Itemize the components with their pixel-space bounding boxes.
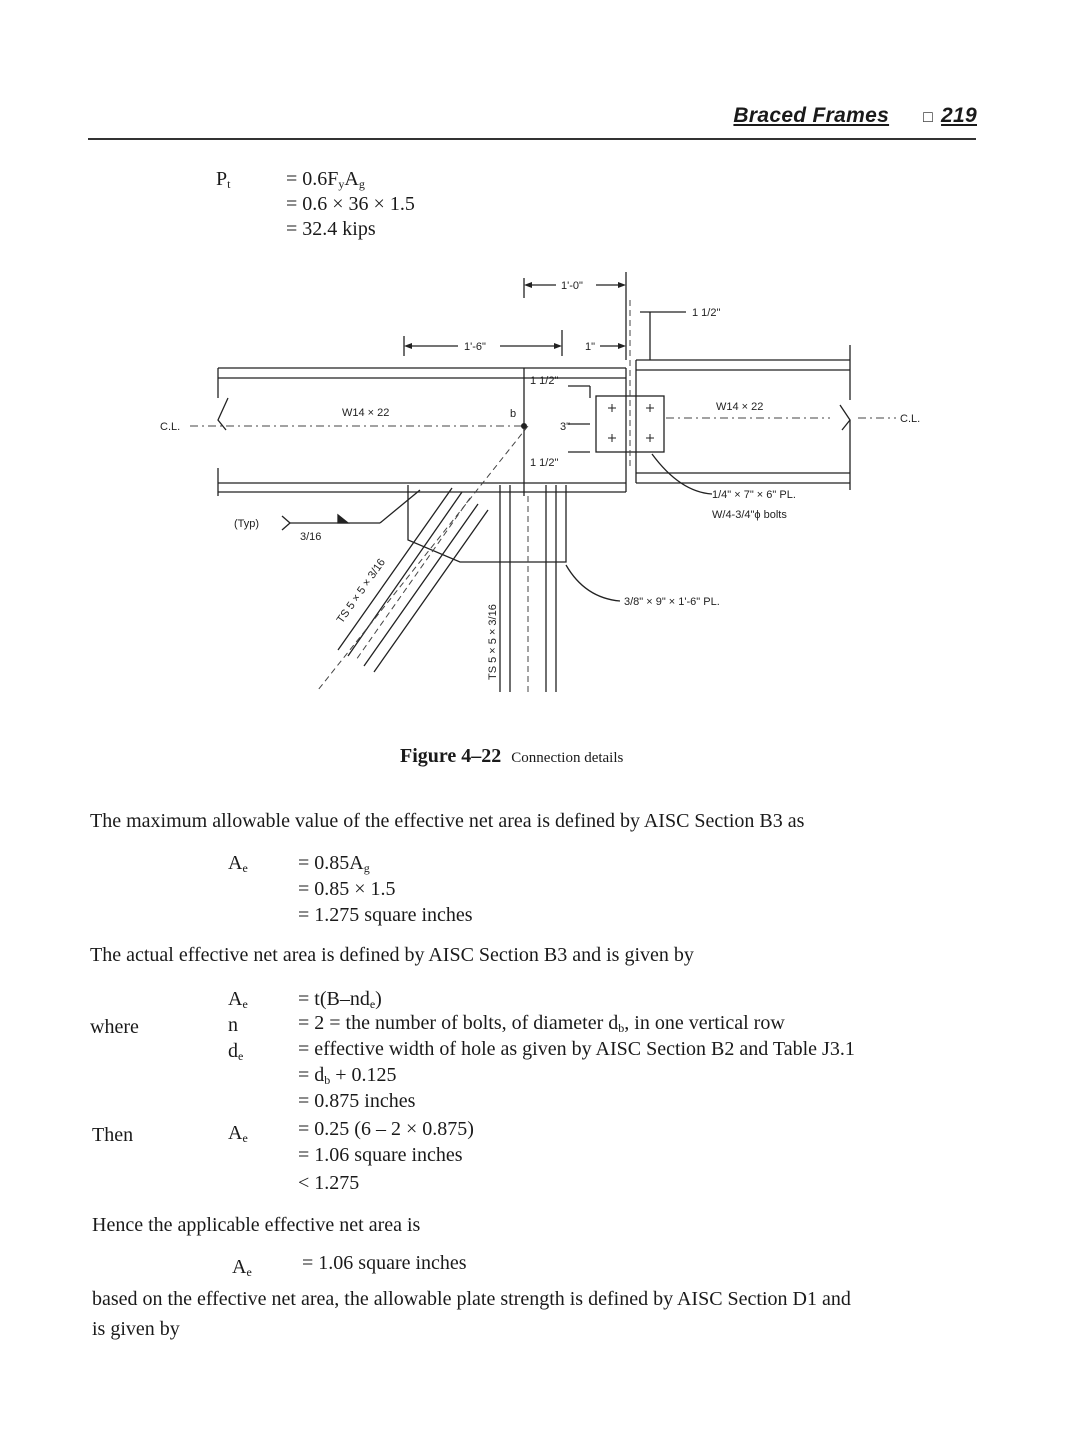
eq2-row-2-symbol: n — [228, 1014, 238, 1036]
label-bolts: W/4-3/4"ϕ bolts — [712, 509, 787, 521]
eq-pt-line-2: = 0.6 × 36 × 1.5 — [286, 193, 415, 215]
bolt-pattern — [608, 404, 654, 442]
dim-1ft-6in: 1'-6" — [464, 341, 486, 353]
header-title: Braced Frames — [733, 104, 890, 127]
label-weld-size: 3/16 — [300, 531, 322, 543]
eq-pt-symbol: $P_t$ — [216, 168, 231, 191]
label-point-b: b — [510, 408, 517, 420]
eq2-row-1-symbol: $A_e$ — [228, 988, 248, 1011]
label-splice-plate: 1/4" × 7" × 6" PL. — [712, 489, 796, 501]
eq2-row-2: = 2 = the number of bolts, of diameter $d_b$, in one vertical row — [298, 1012, 785, 1035]
dimension-arrows — [404, 282, 626, 349]
label-gusset-plate: 3/8" × 9" × 1'-6" PL. — [624, 596, 720, 608]
label-diagonal-brace: TS 5 × 5 × 3/16 — [334, 556, 388, 626]
eq2-row-6: = 0.25 (6 – 2 × 0.875) — [298, 1118, 474, 1140]
eq2-row-7: = 1.06 square inches — [298, 1144, 463, 1166]
eq2-row-1: = $t(B-nd_e)$ — [298, 988, 382, 1011]
label-vertical-brace: TS 5 × 5 × 3/16 — [487, 604, 499, 680]
dim-edge-1-half-a: 1 1/2" — [530, 375, 559, 387]
eq2-row-3: = effective width of hole as given by AISC Section B2 and Table J3.1 — [298, 1038, 855, 1060]
dim-edge-1-half-top: 1 1/2" — [692, 307, 721, 319]
label-beam-left: W14 × 22 — [342, 407, 390, 419]
dim-edge-1-half-b: 1 1/2" — [530, 457, 559, 469]
header-box-glyph: □ — [923, 109, 934, 126]
eq2-row-4: = $d_b + 0.125$ — [298, 1064, 397, 1087]
label-cl-left: C.L. — [160, 421, 181, 433]
figure-caption-label: Figure 4–22 — [400, 745, 502, 767]
dim-1ft-0in: 1'-0" — [561, 280, 583, 292]
eq2-row-6-symbol: $A_e$ — [228, 1122, 248, 1145]
paragraph-2: The actual effective net area is defined by AISC Section B3 and is given by — [90, 944, 694, 966]
label-cl-right: C.L. — [900, 413, 921, 425]
eq2-row-8: < 1.275 — [298, 1172, 360, 1194]
eq-pt-line-1: = $0.6F_yA_g$ — [286, 168, 365, 191]
label-beam-right: W14 × 22 — [716, 401, 764, 413]
paragraph-3: Hence the applicable effective net area is — [92, 1214, 421, 1236]
label-typ: (Typ) — [234, 518, 260, 530]
eq2-row-5: = 0.875 inches — [298, 1090, 416, 1112]
dim-1in: 1" — [585, 341, 596, 353]
eq-ae1-line-1: = $0.85A_g$ — [298, 852, 370, 875]
eq-final-value: = 1.06 square inches — [302, 1252, 467, 1274]
eq-final-symbol: $A_e$ — [232, 1256, 252, 1279]
figure-caption-text: Connection details — [511, 750, 624, 766]
eq2-label-then: Then — [92, 1124, 134, 1146]
paragraph-4-line-1: based on the effective net area, the allowable plate strength is defined by AISC Section D1 and — [92, 1288, 851, 1310]
page-number: 219 — [941, 104, 977, 127]
eq-pt-line-3: = 32.4 kips — [286, 218, 376, 240]
work-point-b — [521, 423, 527, 429]
paragraph-1: The maximum allowable value of the effective net area is defined by AISC Section B3 as — [90, 810, 805, 832]
eq2-label-where: where — [90, 1016, 139, 1038]
figure-caption — [400, 745, 623, 768]
paragraph-4-line-2: is given by — [92, 1318, 180, 1340]
eq-ae1-line-2: = 0.85 × 1.5 — [298, 878, 396, 900]
eq-ae1-symbol: $A_e$ — [228, 852, 248, 875]
eq2-row-3-symbol: $d_e$ — [228, 1040, 244, 1063]
dim-bolt-spacing-3: 3" — [560, 421, 571, 433]
eq-ae1-line-3: = 1.275 square inches — [298, 904, 473, 926]
